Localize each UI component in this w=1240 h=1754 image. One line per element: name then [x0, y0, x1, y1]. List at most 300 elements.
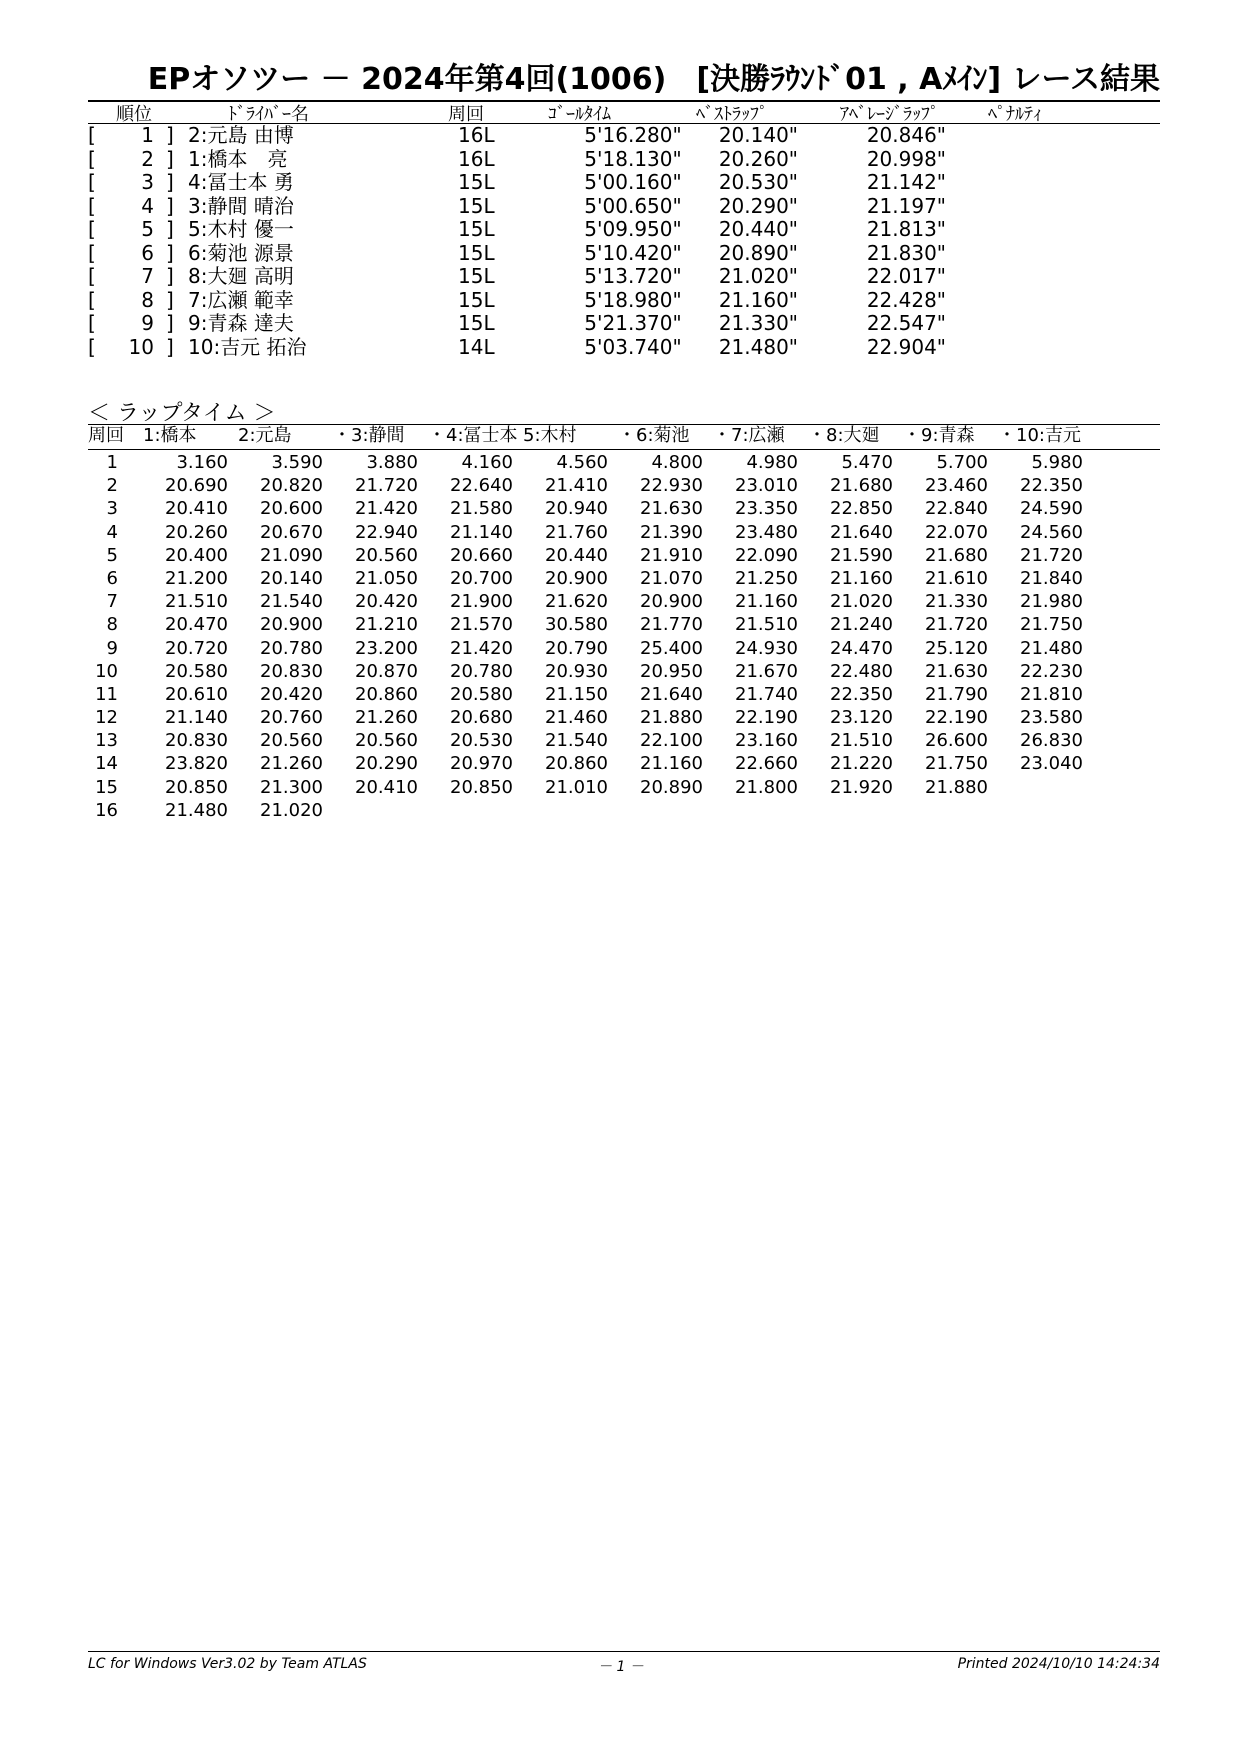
result-goal-time: 5'09.950": [584, 217, 682, 241]
result-driver: 8:大廻 高明: [188, 264, 294, 288]
lap-time: 22.940: [355, 521, 418, 543]
lap-time: 21.020: [830, 591, 893, 613]
result-laps: 15L: [458, 287, 495, 312]
lap-time: 20.940: [545, 498, 608, 520]
lap-time: 20.700: [450, 567, 513, 589]
header-rank: 順位: [116, 104, 152, 125]
lap-number: 12: [95, 707, 118, 729]
lap-row: [88, 729, 1160, 752]
result-average-lap: 21.830": [866, 240, 946, 265]
result-rank: 7: [141, 264, 154, 288]
result-average-lap: 22.547": [866, 311, 946, 335]
result-average-lap: 20.998": [866, 146, 946, 171]
lap-row: [88, 497, 1160, 520]
result-laps: 16L: [458, 123, 495, 147]
result-rank: 3: [141, 170, 154, 194]
lap-row: [88, 660, 1160, 683]
result-laps: 15L: [458, 217, 495, 241]
lap-header-driver: 2:元島: [238, 425, 292, 446]
lap-time: 21.210: [355, 614, 418, 636]
result-rank: 5: [141, 217, 154, 241]
lap-time: 21.330: [925, 591, 988, 613]
lap-row: [88, 799, 1160, 822]
lap-time: 20.780: [260, 637, 323, 659]
result-goal-time: 5'18.980": [584, 287, 682, 312]
lap-time: 21.580: [450, 498, 513, 520]
lap-time: 4.160: [461, 452, 513, 473]
lap-time: 21.900: [450, 591, 513, 613]
header-best-lap: ﾍﾞｽﾄﾗｯﾌﾟ: [696, 104, 768, 125]
lap-time: 21.300: [260, 776, 323, 798]
lap-time: 20.580: [450, 683, 513, 705]
result-average-lap: 21.813": [866, 217, 946, 241]
lap-time: 5.700: [936, 452, 988, 473]
lap-number: 16: [95, 799, 118, 821]
rank-open-bracket: [: [88, 193, 96, 218]
lap-time: 20.420: [355, 591, 418, 613]
lap-time: 4.980: [746, 452, 798, 473]
lap-time: 23.350: [735, 498, 798, 520]
lap-header-driver: 5:木村: [523, 425, 577, 446]
lap-time: 22.850: [830, 498, 893, 520]
rank-open-bracket: [: [88, 240, 96, 265]
lap-time: 21.760: [545, 521, 608, 543]
lap-time: 20.290: [355, 753, 418, 775]
result-driver: 5:木村 優一: [188, 217, 294, 241]
lap-time: 21.510: [830, 730, 893, 752]
result-row: [88, 336, 1160, 360]
lap-time: 21.480: [1020, 637, 1083, 659]
lap-time: 22.070: [925, 521, 988, 543]
footer-printed-time: Printed 2024/10/10 14:24:34: [957, 1656, 1160, 1672]
lap-header-lap: 周回: [88, 425, 124, 446]
lap-time: 5.470: [841, 452, 893, 473]
lap-time: 21.590: [830, 544, 893, 566]
lap-time: 21.160: [735, 591, 798, 613]
lap-table: [88, 451, 1160, 822]
lap-time: 20.860: [545, 753, 608, 775]
lap-time: 24.560: [1020, 521, 1083, 543]
lap-time: 20.890: [640, 776, 703, 798]
lap-number: 13: [95, 730, 118, 752]
lap-time: 21.610: [925, 567, 988, 589]
lap-time: 22.350: [830, 683, 893, 705]
lap-time: 21.390: [640, 521, 703, 543]
result-best-lap: 21.020": [718, 264, 798, 288]
lap-time: 20.720: [165, 637, 228, 659]
lap-number: 3: [106, 498, 118, 520]
lap-header-driver: ・4:冨士本: [428, 425, 518, 446]
lap-time: 21.670: [735, 660, 798, 682]
lap-time: 21.570: [450, 614, 513, 636]
rank-open-bracket: [: [88, 123, 96, 147]
lap-time: 21.410: [545, 475, 608, 497]
lap-time: 22.100: [640, 730, 703, 752]
lap-time: 22.190: [735, 707, 798, 729]
result-row: [88, 195, 1160, 219]
rank-open-bracket: [: [88, 264, 96, 288]
lap-time: 24.590: [1020, 498, 1083, 520]
lap-row: [88, 776, 1160, 799]
header-penalty: ﾍﾟﾅﾙﾃｨ: [988, 104, 1042, 125]
result-driver: 9:青森 達夫: [188, 311, 294, 335]
result-average-lap: 21.197": [866, 193, 946, 218]
lap-time: 21.750: [925, 753, 988, 775]
lap-time: 26.830: [1020, 730, 1083, 752]
lap-time: 21.630: [640, 498, 703, 520]
lap-time: 21.880: [925, 776, 988, 798]
rank-close-bracket: ]: [166, 240, 174, 265]
lap-time: 23.160: [735, 730, 798, 752]
lap-number: 1: [106, 452, 118, 473]
header-goal-time: ｺﾞｰﾙﾀｲﾑ: [548, 104, 611, 125]
lap-time: 21.260: [355, 707, 418, 729]
lap-row: [88, 567, 1160, 590]
lap-time: 20.470: [165, 614, 228, 636]
result-average-lap: 20.846": [866, 123, 946, 147]
lap-time: 20.780: [450, 660, 513, 682]
lap-time: 20.680: [450, 707, 513, 729]
lap-time: 21.420: [355, 498, 418, 520]
lap-time: 23.820: [165, 753, 228, 775]
lap-time: 21.880: [640, 707, 703, 729]
lap-time: 21.770: [640, 614, 703, 636]
lap-time: 20.600: [260, 498, 323, 520]
lap-time: 22.640: [450, 475, 513, 497]
lap-header-driver: ・8:大廻: [808, 425, 880, 446]
rank-open-bracket: [: [88, 170, 96, 194]
lap-row: [88, 637, 1160, 660]
lap-time: 21.140: [450, 521, 513, 543]
rank-close-bracket: ]: [166, 193, 174, 218]
lap-time: 20.580: [165, 660, 228, 682]
result-goal-time: 5'03.740": [584, 334, 682, 359]
result-laps: 16L: [458, 146, 495, 171]
lap-time: 20.830: [165, 730, 228, 752]
footer-software: LC for Windows Ver3.02 by Team ATLAS: [88, 1656, 367, 1672]
lap-time: 20.930: [545, 660, 608, 682]
lap-time: 21.720: [355, 475, 418, 497]
lap-section-title: ＜ ラップタイム ＞: [88, 401, 276, 426]
lap-time: 20.420: [260, 683, 323, 705]
lap-row: [88, 706, 1160, 729]
rank-close-bracket: ]: [166, 146, 174, 171]
lap-time: 20.690: [165, 475, 228, 497]
lap-time: 21.150: [545, 683, 608, 705]
result-best-lap: 20.260": [718, 146, 798, 171]
lap-number: 11: [95, 683, 118, 705]
lap-time: 20.850: [165, 776, 228, 798]
rank-open-bracket: [: [88, 217, 96, 241]
lap-time: 21.740: [735, 683, 798, 705]
lap-time: 20.870: [355, 660, 418, 682]
result-best-lap: 20.890": [718, 240, 798, 265]
lap-time: 21.420: [450, 637, 513, 659]
rank-open-bracket: [: [88, 146, 96, 171]
lap-time: 21.750: [1020, 614, 1083, 636]
result-row: [88, 242, 1160, 266]
rank-close-bracket: ]: [166, 334, 174, 359]
lap-time: 20.900: [640, 591, 703, 613]
lap-time: 25.400: [640, 637, 703, 659]
lap-header-driver: 1:橋本: [143, 425, 197, 446]
result-rank: 10: [128, 334, 154, 359]
result-row: [88, 289, 1160, 313]
lap-number: 7: [106, 591, 118, 613]
result-laps: 14L: [458, 334, 495, 359]
rank-open-bracket: [: [88, 334, 96, 359]
rank-close-bracket: ]: [166, 287, 174, 312]
lap-time: 21.680: [830, 475, 893, 497]
lap-number: 10: [95, 660, 118, 682]
lap-time: 20.670: [260, 521, 323, 543]
lap-time: 21.680: [925, 544, 988, 566]
lap-time: 22.840: [925, 498, 988, 520]
footer-page-number: － 1 －: [598, 1659, 644, 1675]
lap-time: 20.530: [450, 730, 513, 752]
result-row: [88, 148, 1160, 172]
lap-time: 21.630: [925, 660, 988, 682]
lap-time: 21.250: [735, 567, 798, 589]
result-best-lap: 21.330": [718, 311, 798, 335]
lap-time: 24.930: [735, 637, 798, 659]
result-row: [88, 124, 1160, 148]
lap-time: 21.260: [260, 753, 323, 775]
lap-time: 20.830: [260, 660, 323, 682]
result-driver: 10:吉元 拓治: [188, 334, 307, 359]
rank-close-bracket: ]: [166, 311, 174, 335]
lap-time: 20.560: [355, 544, 418, 566]
rank-close-bracket: ]: [166, 123, 174, 147]
result-goal-time: 5'21.370": [584, 311, 682, 335]
lap-time: 24.470: [830, 637, 893, 659]
lap-time: 21.160: [640, 753, 703, 775]
lap-time: 20.820: [260, 475, 323, 497]
lap-time: 21.920: [830, 776, 893, 798]
lap-time: 21.640: [640, 683, 703, 705]
lap-time: 22.930: [640, 475, 703, 497]
lap-time: 21.720: [1020, 544, 1083, 566]
lap-row: [88, 752, 1160, 775]
lap-time: 20.860: [355, 683, 418, 705]
result-best-lap: 20.140": [718, 123, 798, 147]
header-laps: 周回: [448, 104, 484, 125]
result-best-lap: 20.290": [718, 193, 798, 218]
lap-time: 20.850: [450, 776, 513, 798]
result-driver: 6:菊池 源景: [188, 240, 294, 265]
result-average-lap: 22.428": [866, 287, 946, 312]
lap-row: [88, 451, 1160, 474]
lap-time: 23.040: [1020, 753, 1083, 775]
result-goal-time: 5'13.720": [584, 264, 682, 288]
lap-time: 23.010: [735, 475, 798, 497]
lap-time: 21.640: [830, 521, 893, 543]
lap-time: 21.620: [545, 591, 608, 613]
result-best-lap: 20.530": [718, 170, 798, 194]
result-row: [88, 265, 1160, 289]
result-average-lap: 22.904": [866, 334, 946, 359]
lap-time: 5.980: [1031, 452, 1083, 473]
lap-time: 20.610: [165, 683, 228, 705]
lap-header-driver: ・6:菊池: [618, 425, 690, 446]
lap-time: 21.140: [165, 707, 228, 729]
lap-number: 6: [106, 567, 118, 589]
lap-time: 21.480: [165, 799, 228, 821]
result-row: [88, 312, 1160, 336]
result-laps: 15L: [458, 170, 495, 194]
lap-time: 23.120: [830, 707, 893, 729]
lap-time: 21.200: [165, 567, 228, 589]
result-average-lap: 22.017": [866, 264, 946, 288]
lap-time: 3.590: [271, 452, 323, 473]
result-row: [88, 218, 1160, 242]
lap-time: 21.020: [260, 799, 323, 821]
lap-time: 21.980: [1020, 591, 1083, 613]
lap-time: 20.900: [545, 567, 608, 589]
result-laps: 15L: [458, 311, 495, 335]
result-rank: 6: [141, 240, 154, 265]
lap-time: 20.900: [260, 614, 323, 636]
result-driver: 3:静間 晴治: [188, 193, 294, 218]
lap-number: 4: [106, 521, 118, 543]
lap-number: 9: [106, 637, 118, 659]
lap-time: 21.240: [830, 614, 893, 636]
lap-time: 22.350: [1020, 475, 1083, 497]
lap-row: [88, 474, 1160, 497]
page-title: EPオソツー － 2024年第4回(1006) [決勝ﾗｳﾝﾄﾞ01 , Aﾒｲﾝ] レース結果: [147, 62, 1160, 97]
lap-time: 20.790: [545, 637, 608, 659]
lap-time: 22.230: [1020, 660, 1083, 682]
lap-time: 20.140: [260, 567, 323, 589]
result-best-lap: 21.480": [718, 334, 798, 359]
lap-header-bottom-divider: [88, 449, 1160, 450]
lap-row: [88, 521, 1160, 544]
result-driver: 7:広瀬 範幸: [188, 287, 294, 312]
lap-time: 21.810: [1020, 683, 1083, 705]
lap-number: 15: [95, 776, 118, 798]
lap-time: 22.660: [735, 753, 798, 775]
result-driver: 2:元島 由博: [188, 123, 294, 147]
lap-time: 20.760: [260, 707, 323, 729]
lap-header-driver: ・9:青森: [903, 425, 975, 446]
result-laps: 15L: [458, 264, 495, 288]
lap-time: 3.880: [366, 452, 418, 473]
lap-row: [88, 590, 1160, 613]
lap-time: 4.560: [556, 452, 608, 473]
lap-time: 22.090: [735, 544, 798, 566]
lap-time: 21.840: [1020, 567, 1083, 589]
lap-time: 23.200: [355, 637, 418, 659]
result-average-lap: 21.142": [866, 170, 946, 194]
lap-time: 21.540: [545, 730, 608, 752]
lap-time: 4.800: [651, 452, 703, 473]
results-table: [88, 124, 1160, 359]
lap-time: 21.090: [260, 544, 323, 566]
lap-time: 21.010: [545, 776, 608, 798]
lap-number: 14: [95, 753, 118, 775]
lap-time: 21.510: [735, 614, 798, 636]
rank-close-bracket: ]: [166, 217, 174, 241]
result-rank: 2: [141, 146, 154, 171]
lap-number: 5: [106, 544, 118, 566]
result-best-lap: 20.440": [718, 217, 798, 241]
lap-time: 20.260: [165, 521, 228, 543]
lap-time: 21.720: [925, 614, 988, 636]
lap-row: [88, 544, 1160, 567]
lap-time: 23.580: [1020, 707, 1083, 729]
lap-header-driver: ・10:吉元: [998, 425, 1081, 446]
lap-number: 2: [106, 475, 118, 497]
result-rank: 8: [141, 287, 154, 312]
lap-header-driver: ・7:広瀬: [713, 425, 785, 446]
result-laps: 15L: [458, 193, 495, 218]
result-goal-time: 5'10.420": [584, 240, 682, 265]
lap-time: 21.790: [925, 683, 988, 705]
lap-time: 21.220: [830, 753, 893, 775]
result-rank: 9: [141, 311, 154, 335]
lap-time: 26.600: [925, 730, 988, 752]
lap-time: 20.560: [260, 730, 323, 752]
footer-divider: [88, 1651, 1160, 1652]
lap-time: 20.950: [640, 660, 703, 682]
result-goal-time: 5'00.650": [584, 193, 682, 218]
result-goal-time: 5'18.130": [584, 146, 682, 171]
result-laps: 15L: [458, 240, 495, 265]
lap-time: 21.910: [640, 544, 703, 566]
lap-time: 23.480: [735, 521, 798, 543]
result-rank: 4: [141, 193, 154, 218]
lap-time: 23.460: [925, 475, 988, 497]
lap-time: 21.540: [260, 591, 323, 613]
lap-time: 21.070: [640, 567, 703, 589]
lap-time: 20.400: [165, 544, 228, 566]
results-header: [88, 100, 1160, 125]
lap-row: [88, 683, 1160, 706]
lap-header-driver: ・3:静間: [333, 425, 405, 446]
lap-number: 8: [106, 614, 118, 636]
lap-time: 21.160: [830, 567, 893, 589]
header-driver: ﾄﾞﾗｲﾊﾞｰ名: [228, 104, 309, 125]
rank-open-bracket: [: [88, 287, 96, 312]
result-best-lap: 21.160": [718, 287, 798, 312]
lap-time: 21.800: [735, 776, 798, 798]
lap-time: 21.510: [165, 591, 228, 613]
result-goal-time: 5'16.280": [584, 123, 682, 147]
lap-time: 20.440: [545, 544, 608, 566]
lap-time: 22.480: [830, 660, 893, 682]
lap-time: 3.160: [176, 452, 228, 473]
header-average-lap: ｱﾍﾞﾚｰｼﾞﾗｯﾌﾟ: [840, 104, 939, 125]
lap-row: [88, 613, 1160, 636]
lap-time: 20.970: [450, 753, 513, 775]
lap-time: 20.410: [355, 776, 418, 798]
result-goal-time: 5'00.160": [584, 170, 682, 194]
lap-time: 22.190: [925, 707, 988, 729]
lap-table-header: [88, 424, 1160, 448]
lap-time: 21.050: [355, 567, 418, 589]
result-driver: 1:橋本 亮: [188, 146, 288, 171]
lap-time: 21.460: [545, 707, 608, 729]
lap-time: 20.660: [450, 544, 513, 566]
result-rank: 1: [141, 123, 154, 147]
rank-open-bracket: [: [88, 311, 96, 335]
result-driver: 4:冨士本 勇: [188, 170, 294, 194]
lap-time: 25.120: [925, 637, 988, 659]
rank-close-bracket: ]: [166, 264, 174, 288]
rank-close-bracket: ]: [166, 170, 174, 194]
lap-time: 30.580: [545, 614, 608, 636]
lap-time: 20.410: [165, 498, 228, 520]
